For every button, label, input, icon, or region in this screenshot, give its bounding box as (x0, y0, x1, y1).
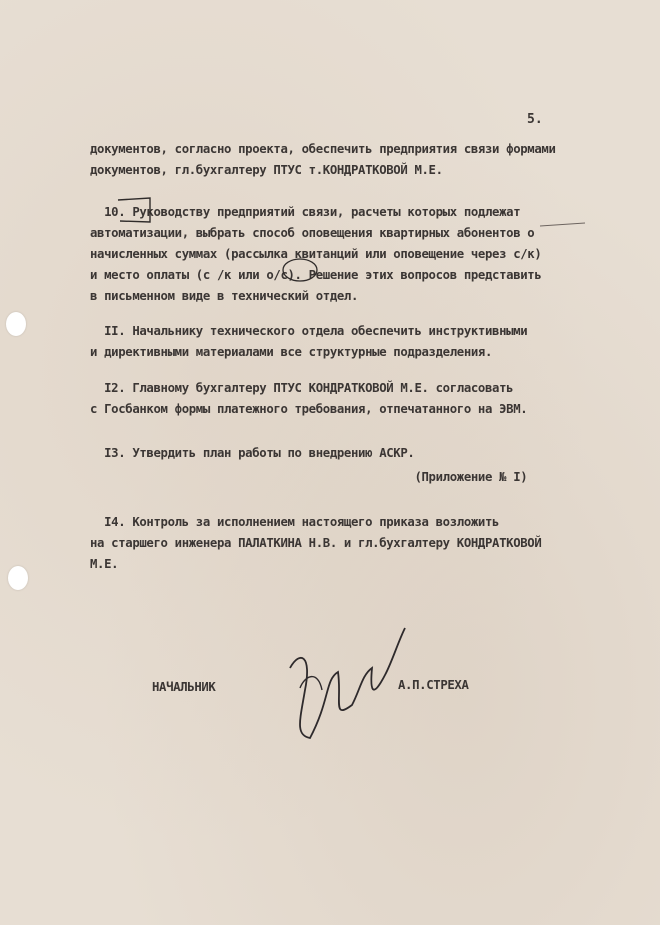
text-line: в письменном виде в технический отдел. (90, 289, 359, 303)
text-line: (Приложение № I) (90, 470, 528, 484)
text-line: и директивными материалами все структурные подразделения. (90, 345, 493, 359)
punch-hole (8, 566, 28, 590)
handwritten-signature (290, 628, 405, 738)
punch-hole (6, 312, 26, 336)
page-number: 5. (527, 112, 543, 127)
text-line: с Госбанком формы платежного требования, отпечатанного на ЭВМ. (90, 402, 528, 416)
underline-mark (540, 223, 585, 226)
text-line: I3. Утвердить план работы по внедрению АСКР. (90, 446, 415, 460)
text-line: и место оплаты (с /к или о/с). Решение этих вопросов представить (90, 268, 542, 282)
text-line: на старшего инженера ПАЛАТКИНА Н.В. и гл.бухгалтеру КОНДРАТКОВОЙ (90, 536, 542, 550)
text-line: М.Е. (90, 557, 119, 571)
text-line: автоматизации, выбрать способ оповещения квартирных абонентов о (90, 226, 535, 240)
text-line: документов, согласно проекта, обеспечить предприятия связи формами (90, 142, 556, 156)
signature-title: НАЧАЛЬНИК (152, 680, 216, 694)
text-line: I4. Контроль за исполнением настоящего приказа возложить (90, 515, 500, 529)
text-line: I2. Главному бухгалтеру ПТУС КОНДРАТКОВОЙ М.Е. согласовать (90, 381, 514, 395)
text-line: 10. Руководству предприятий связи, расчеты которых подлежат (90, 205, 521, 219)
signature-name: А.П.СТРЕХА (398, 678, 469, 692)
text-line: начисленных суммах (рассылка квитанций или оповещение через с/к) (90, 247, 542, 261)
text-line: документов, гл.бухгалтеру ПТУС т.КОНДРАТКОВОЙ М.Е. (90, 163, 443, 177)
handwritten-signature (300, 677, 322, 690)
text-line: II. Начальнику технического отдела обеспечить инструктивными (90, 324, 528, 338)
